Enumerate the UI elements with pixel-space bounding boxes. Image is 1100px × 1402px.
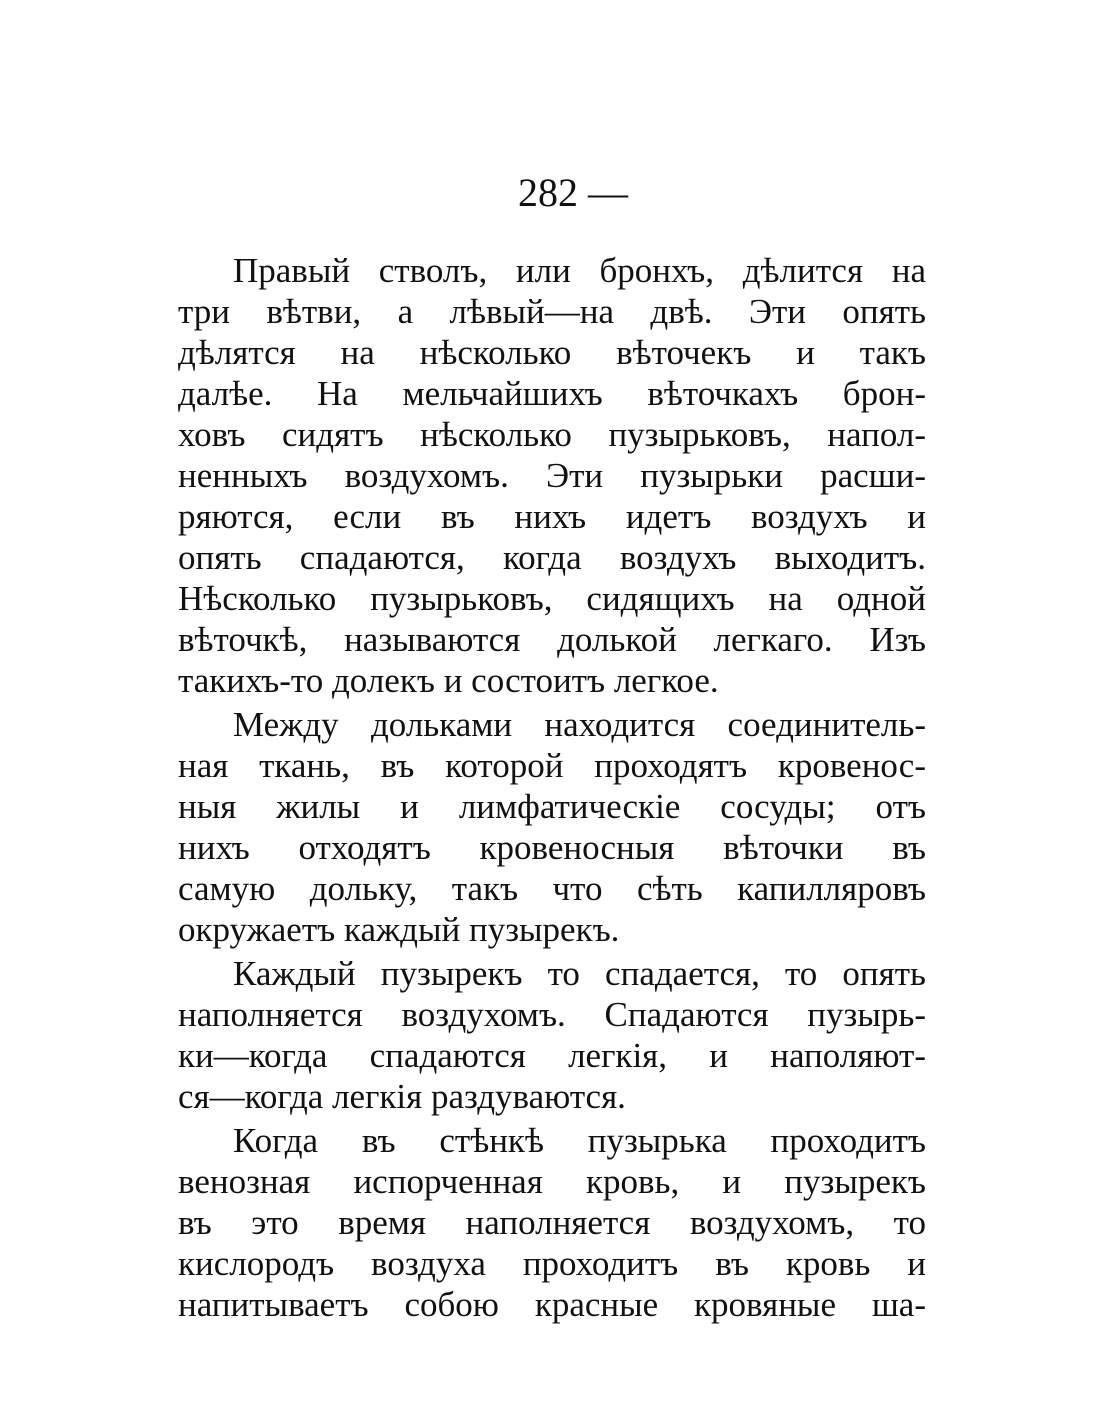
text-line: такихъ-то долекъ и состоитъ легкое. (178, 661, 719, 700)
text-line: кислородъ воздуха проходитъ въ кровь и (178, 1244, 926, 1283)
text-line: Когда въ стѣнкѣ пузырька проходитъ (233, 1121, 926, 1160)
text-line: венозная испорченная кровь, и пузырекъ (178, 1162, 926, 1201)
text-line: напитываетъ собою красные кровяные ша- (178, 1285, 926, 1324)
text-line: окружаетъ каждый пузырекъ. (178, 910, 620, 949)
paragraph-1 (178, 250, 926, 701)
text-line: Каждый пузырекъ то спадается, то опять (233, 954, 926, 993)
paragraph-4 (178, 1120, 926, 1325)
text-line: ся—когда легкія раздуваются. (178, 1077, 626, 1116)
text-line: Правый стволъ, или бронхъ, дѣлится на (233, 251, 926, 290)
text-line: въ это время наполняется воздухомъ, то (178, 1203, 926, 1242)
text-line: вѣточкѣ, называются долькой легкаго. Изъ (178, 620, 926, 659)
text-line: дѣлятся на нѣсколько вѣточекъ и такъ (178, 333, 926, 372)
text-line: далѣе. На мельчайшихъ вѣточкахъ брон- (178, 374, 926, 413)
text-line: самую дольку, такъ что сѣть капилляровъ (178, 869, 926, 908)
text-line: ховъ сидятъ нѣсколько пузырьковъ, напол- (178, 415, 926, 454)
text-line: ныя жилы и лимфатическіе сосуды; отъ (178, 787, 926, 826)
text-line: ки—когда спадаются легкія, и наполяют- (178, 1036, 926, 1075)
text-line: Между дольками находится соединитель- (233, 705, 926, 744)
text-line: три вѣтви, а лѣвый—на двѣ. Эти опять (178, 292, 926, 331)
page-number: 282 — (518, 170, 628, 215)
text-line: нихъ отходятъ кровеносныя вѣточки въ (178, 828, 926, 867)
text-line: опять спадаются, когда воздухъ выходитъ. (178, 538, 926, 577)
text-line: наполняется воздухомъ. Спадаются пузырь- (178, 995, 926, 1034)
paragraph-3 (178, 953, 926, 1117)
paragraph-2 (178, 704, 926, 950)
text-line: ненныхъ воздухомъ. Эти пузырьки расши- (178, 456, 926, 495)
text-line: Нѣсколько пузырьковъ, сидящихъ на одной (178, 579, 926, 618)
body-text (178, 250, 926, 1325)
text-line: ная ткань, въ которой проходятъ кровенос- (178, 746, 926, 785)
text-line: ряются, если въ нихъ идетъ воздухъ и (178, 497, 926, 536)
